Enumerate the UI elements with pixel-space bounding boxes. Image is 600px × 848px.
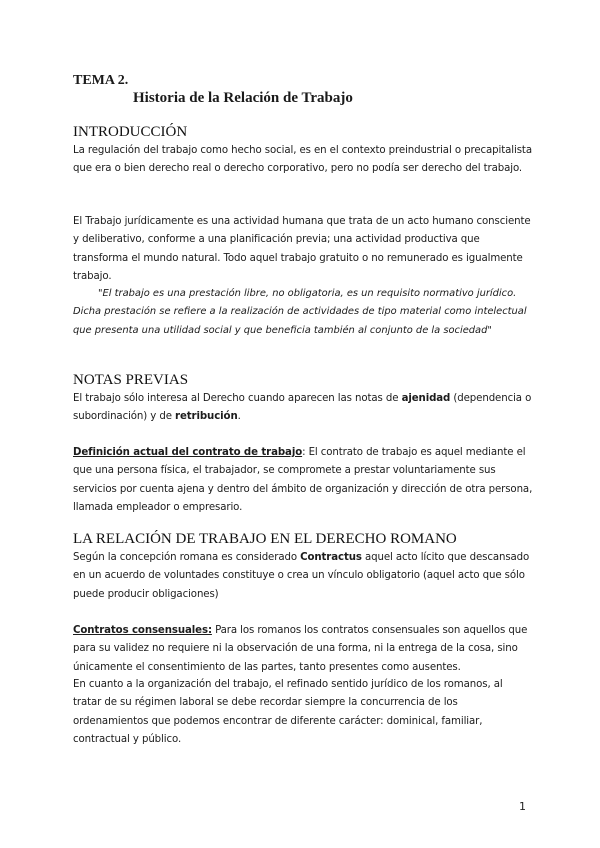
notas-text-a: El trabajo sólo interesa al Derecho cuando aparecen las notas de [73, 393, 402, 404]
retribucion-term: retribución [175, 411, 238, 423]
notas-text-c: (dependencia o subordinación) y de [73, 393, 532, 423]
romano-text-c: aquel acto lícito que descansado en un acuerdo de voluntades constituye o crea un vínculo obligatorio (aquel acto que sólo puede producir obligaciones) [73, 552, 530, 600]
tema-label: TEMA 2. [73, 73, 129, 88]
contratos-consensuales-text: Para los romanos los contratos consensuales son aquellos que para su validez no requiere ni la observación de una forma, ni la entrega de la cosa, sino únicamente el consentimiento de las partes, tanto presentes como ausentes. [73, 625, 528, 673]
notas-text-d: . [237, 411, 241, 423]
contractus-term: Contractus [300, 552, 362, 563]
intro-paragraph-2: El Trabajo jurídicamente es una actividad humana que trata de un acto humano consciente y deliberativo, conforme a una planificación previa; una actividad productiva que transforma el mundo natural. Todo aquel trabajo gratuito o no remunerado es igualmente trabajo. [73, 216, 531, 282]
intro-paragraph-1: La regulación del trabajo como hecho social, es en el contexto preindustrial o precapitalista que era o bien derecho real o derecho corporativo, pero no podía ser derecho del trabajo. [73, 145, 532, 175]
romano-paragraph-2 [73, 622, 533, 677]
heading-derecho-romano: LA RELACIÓN DE TRABAJO EN EL DERECHO ROMANO [73, 531, 457, 547]
notas-paragraph-1 [73, 390, 533, 427]
heading-notas-previas: NOTAS PREVIAS [73, 372, 189, 388]
page-number: 1 [519, 800, 526, 813]
heading-introduccion: INTRODUCCIÓN [73, 124, 188, 140]
definicion-text: : El contrato de trabajo es aquel mediante el que una persona física, el trabajador, se compromete a prestar voluntariamente sus servicios por cuenta ajena y dentro del ámbito de organización y dirección de otra persona, llamada empleador o empresario. [73, 447, 533, 513]
romano-paragraph-3: En cuanto a la organización del trabajo, el refinado sentido jurídico de los romanos, al tratar de su régimen laboral se debe recordar siempre la concurrencia de los ordenamientos que podemos encontrar de diferente carácter: dominical, familiar, contractual y público. [73, 679, 503, 745]
definicion-paragraph [73, 444, 533, 517]
document-title: Historia de la Relación de Trabajo [133, 90, 353, 106]
romano-text-a: Según la concepción romana es considerado [73, 552, 301, 563]
definicion-label: Definición actual del contrato de trabajo [73, 447, 303, 458]
romano-paragraph-1 [73, 549, 533, 604]
contratos-consensuales-label: Contratos consensuales: [73, 625, 212, 636]
ajenidad-term: ajenidad [401, 393, 451, 404]
intro-quote: "El trabajo es una prestación libre, no obligatoria, es un requisito normativo jurídico. Dicha prestación se refiere a la realización de actividades de tipo material como intelectual que presenta una utilidad social y que beneficia también al conjunto de la sociedad" [73, 288, 527, 336]
